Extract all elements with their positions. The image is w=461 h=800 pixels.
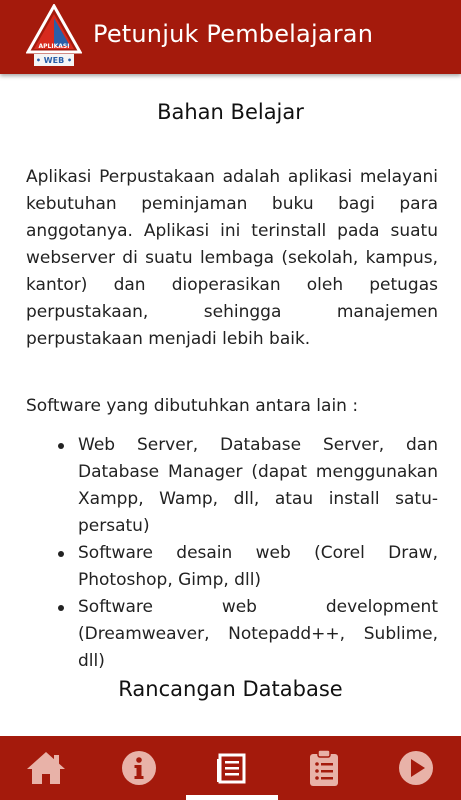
nav-info-button[interactable]	[93, 736, 185, 800]
section-title-bahan-belajar: Bahan Belajar	[157, 100, 304, 124]
info-icon	[121, 750, 157, 786]
svg-text:• WEB •: • WEB •	[35, 56, 73, 65]
section-title-rancangan-database: Rancangan Database	[118, 677, 343, 701]
selected-tab-indicator	[186, 795, 278, 800]
svg-text:APLIKASI: APLIKASI	[38, 43, 70, 50]
list-item: Software desain web (Corel Draw, Photoshop, Gimp, dll)	[26, 540, 438, 594]
page-title: Petunjuk Pembelajaran	[93, 20, 374, 48]
bottom-navigation	[0, 736, 461, 800]
software-list	[26, 432, 438, 675]
software-intro-paragraph: Software yang dibutuhkan antara lain :	[26, 396, 359, 416]
play-icon	[398, 750, 434, 786]
nav-task-button[interactable]	[278, 736, 370, 800]
intro-paragraph: Aplikasi Perpustakaan adalah aplikasi melayani kebutuhan peminjaman buku bagi para anggotanya. Aplikasi ini terinstall pada suatu webserver di suatu lembaga (sekolah, kampus, kantor) dan dioperasikan oleh petugas perpustakaan, sehingga manajemen perpustakaan menjadi lebih baik.	[26, 167, 438, 349]
lesson-content[interactable]	[0, 74, 461, 736]
list-item: Web Server, Database Server, dan Database Manager (dapat menggunakan Xampp, Wamp, dll, atau install satu-persatu)	[26, 432, 438, 540]
app-logo	[26, 4, 82, 70]
nav-home-button[interactable]	[0, 736, 92, 800]
nav-play-button[interactable]	[370, 736, 461, 800]
clipboard-list-icon	[309, 749, 339, 787]
nav-book-button[interactable]	[185, 736, 277, 800]
app-bar	[0, 0, 461, 74]
list-item: Software web development (Dreamweaver, Notepadd++, Sublime, dll)	[26, 594, 438, 675]
home-icon	[25, 750, 67, 786]
book-icon	[215, 752, 247, 784]
